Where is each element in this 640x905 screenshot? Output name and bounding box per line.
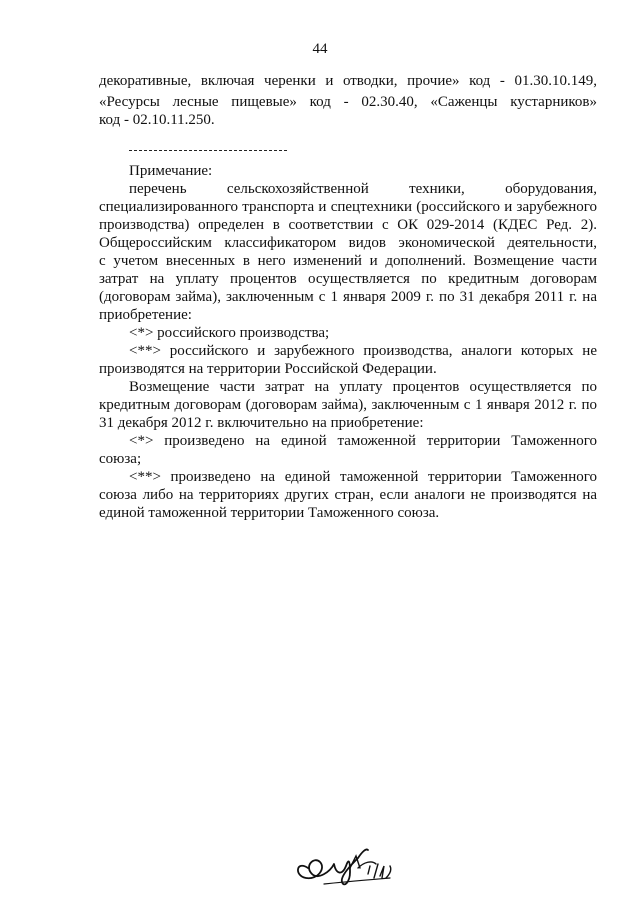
handwritten-signature xyxy=(286,838,398,894)
text-line: кредитным договорам (договорам займа), заключенным с 1 января 2012 г. по xyxy=(99,397,597,413)
text-line: 31 декабря 2012 г. включительно на приобретение: xyxy=(99,415,424,431)
text-line: <**> российского и зарубежного производства, аналоги которых не xyxy=(129,343,597,359)
text-line: Возмещение части затрат на уплату процентов осуществляется по xyxy=(129,379,597,395)
text-line: производства) определен в соответствии с ОК 029-2014 (КДЕС Ред. 2). xyxy=(99,217,597,233)
text-line: <*> российского производства; xyxy=(129,325,330,341)
text-line: «Ресурсы лесные пищевые» код - 02.30.40, «Саженцы кустарников» xyxy=(99,94,597,110)
footnote-separator xyxy=(129,150,287,151)
text-line: <*> произведено на единой таможенной территории Таможенного xyxy=(129,433,597,449)
text-line: <**> произведено на единой таможенной территории Таможенного xyxy=(129,469,597,485)
text-line: Общероссийским классификатором видов экономической деятельности, xyxy=(99,235,597,251)
text-line: производятся на территории Российской Федерации. xyxy=(99,361,437,377)
text-line: с учетом внесенных в него изменений и дополнений. Возмещение части xyxy=(99,253,597,269)
text-line: затрат на уплату процентов осуществляется по кредитным договорам xyxy=(99,271,597,287)
page-number: 44 xyxy=(312,41,328,57)
text-line: (договорам займа), заключенным с 1 января 2009 г. по 31 декабря 2011 г. на xyxy=(99,289,597,305)
text-line: союза; xyxy=(99,451,142,467)
text-line: единой таможенной территории Таможенного союза. xyxy=(99,505,440,521)
note-heading: Примечание: xyxy=(129,163,213,179)
text-line: специализированного транспорта и спецтехники (российского и зарубежного xyxy=(99,199,597,215)
text-line: код - 02.10.11.250. xyxy=(99,112,215,128)
text-line: союза либо на территориях других стран, если аналоги не производятся на xyxy=(99,487,597,503)
text-line: декоративные, включая черенки и отводки, прочие» код - 01.30.10.149, xyxy=(99,73,597,89)
text-line: перечень сельскохозяйственной техники, оборудования, xyxy=(129,181,597,197)
text-line: приобретение: xyxy=(99,307,192,323)
